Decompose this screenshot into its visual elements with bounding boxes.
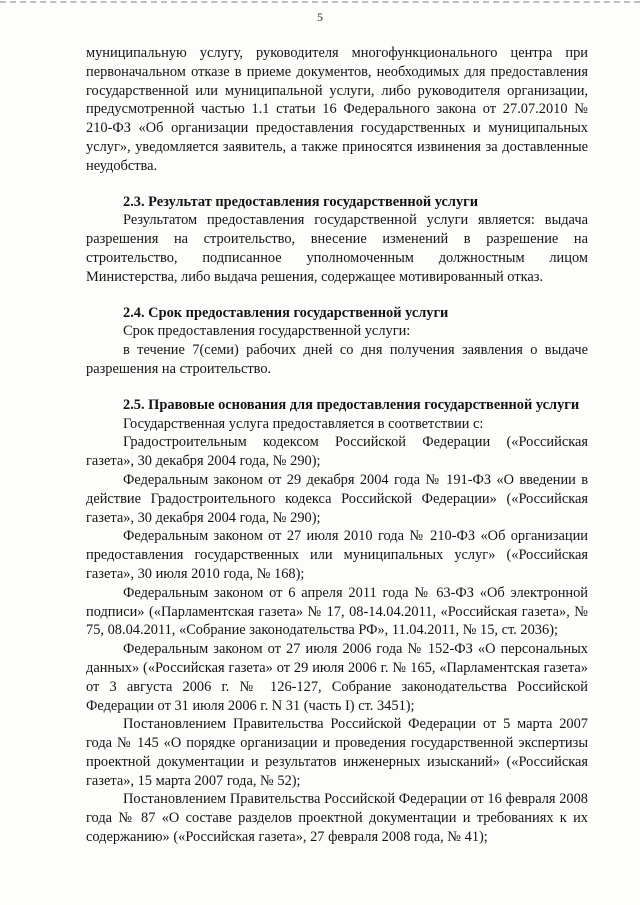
paragraph-legal-210fz: Федеральным законом от 27 июля 2010 года № 210-ФЗ «Об организации предоставления государственных или муниципальных услуг» («Российская газета», 30 июля 2010 года, № 168); (86, 528, 588, 582)
document-body (86, 44, 588, 847)
section-gap (86, 287, 588, 304)
paragraph-legal-191fz: Федеральным законом от 29 декабря 2004 года № 191-ФЗ «О введении в действие Градостроительного кодекса Российской Федерации» («Российская газета», 30 декабря 2004 года, № 290); (86, 471, 588, 526)
page-number: 5 (317, 10, 323, 24)
paragraph-legal-152fz: Федеральным законом от 27 июля 2006 года № 152-ФЗ «О персональных данных» («Российская газета» от 29 июля 2006 г. № 165, «Парламентская газета» от 3 августа 2006 г. № 126-127, Собрание законодательства Российской Федерации от 31 июля 2006 г. N 31 (часть I) ст. 3451); (86, 641, 588, 714)
heading-section-2-4: 2.4. Срок предоставления государственной услуги (123, 304, 449, 321)
section-gap (86, 176, 588, 193)
section-gap (86, 379, 588, 396)
paragraph-result: Результатом предоставления государственной услуги является: выдача разрешения на строительство, внесение изменений в разрешение на строительство, подписанное уполномоченным должностным лицом Министерства, либо выдача решения, содержащее мотивированный отказ. (86, 212, 588, 285)
scan-top-edge (0, 1, 640, 3)
paragraph-legal-grad-code: Градостроительным кодексом Российской Федерации («Российская газета», 30 декабря 2004 года, № 290); (86, 434, 588, 470)
heading-section-2-3: 2.3. Результат предоставления государственной услуги (123, 193, 479, 210)
paragraph-legal-decree-145: Постановлением Правительства Российской Федерации от 5 марта 2007 года № 145 «О порядке организации и проведения государственной экспертизы проектной документации и результатов инженерных изысканий» («Российская газета», 15 марта 2007 года, № 52); (86, 716, 588, 789)
heading-section-2-5: 2.5. Правовые основания для предоставления государственной услуги (123, 396, 580, 413)
paragraph-legal-decree-87: Постановлением Правительства Российской Федерации от 16 февраля 2008 года № 87 «О составе разделов проектной документации и требованиях к их содержанию» («Российская газета», 27 февраля 2008 года, № 41); (86, 791, 588, 846)
paragraph-legal-intro: Государственная услуга предоставляется в соответствии с: (123, 415, 484, 432)
paragraph-refusal-notice: муниципальную услугу, руководителя многофункционального центра при первоначальном отказе в приеме документов, необходимых для предоставления государственной или муниципальной услуги, либо руководителя организации, предусмотренной частью 1.1 статьи 16 Федерального закона от 27.07.2010 № 210-ФЗ «Об организации предоставления государственных и муниципальных услуг», уведомляется заявитель, а также приносятся извинения за доставленные неудобства. (86, 45, 588, 174)
paragraph-legal-63fz: Федеральным законом от 6 апреля 2011 года № 63-ФЗ «Об электронной подписи» («Парламентская газета» № 17, 08-14.04.2011, «Российская газета», № 75, 08.04.2011, «Собрание законодательства РФ», 11.04.2011, № 15, ст. 2036); (86, 584, 588, 639)
paragraph-term-days: в течение 7(семи) рабочих дней со дня получения заявления о выдаче разрешения на строительство. (86, 342, 588, 377)
paragraph-term-intro: Срок предоставления государственной услуги: (123, 323, 411, 340)
